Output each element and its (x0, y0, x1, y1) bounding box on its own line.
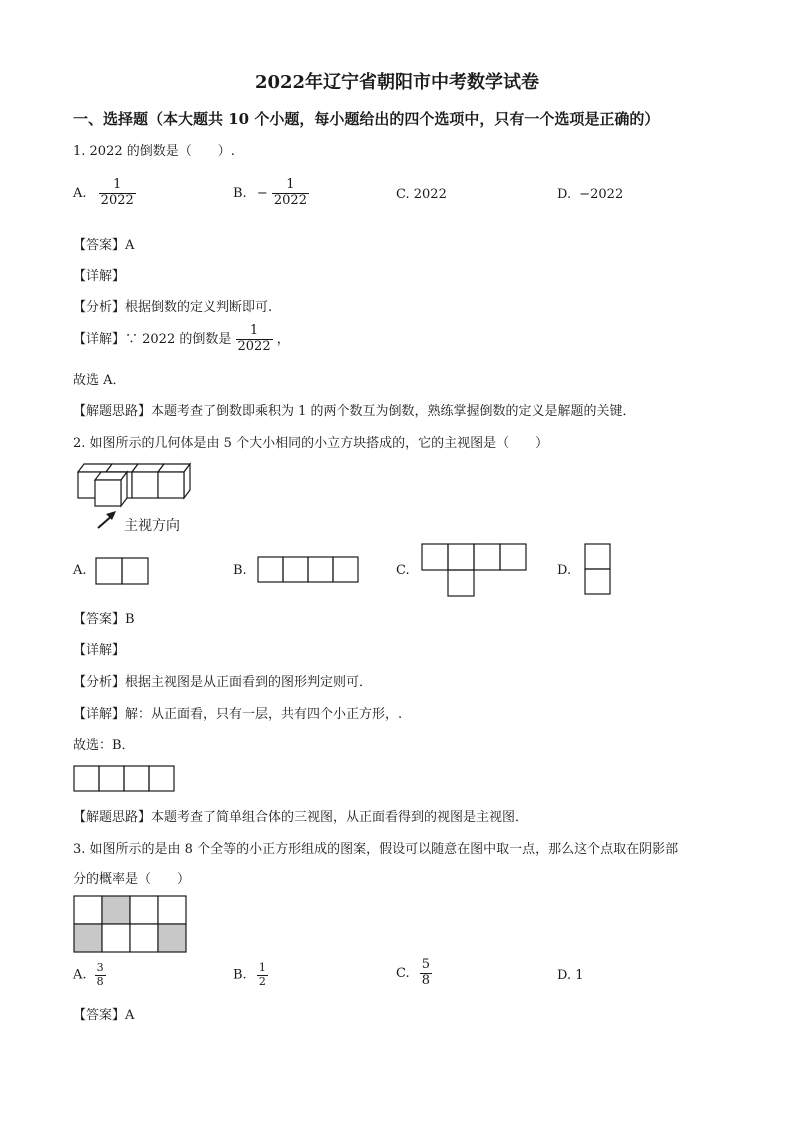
q3-option-c (396, 958, 432, 989)
q3-option-b-letter: B. (233, 967, 247, 983)
q3-grid-cell (74, 896, 102, 924)
q1-thinking: 【解题思路】本题考查了倒数即乘积为 1 的两个数互为倒数，熟练掌握倒数的定义是解题的关键． (73, 404, 636, 419)
q1-option-b-fraction (272, 178, 309, 209)
q1-detail (73, 324, 290, 355)
q1-option-a-letter: A. (73, 185, 87, 201)
q1-analysis: 【分析】根据倒数的定义判断即可. (73, 300, 273, 315)
q3-grid-cell-shaded (74, 924, 102, 952)
q2-choose: 故选：B． (73, 738, 135, 753)
q3-option-c-den: 8 (421, 972, 431, 988)
q1-option-a-fraction (99, 178, 136, 209)
q1-option-b-den: 2022 (273, 192, 307, 208)
q1-option-b-sign: − (256, 185, 268, 201)
q2-option-c-letter: C. (396, 563, 410, 578)
q3-option-a-den: 8 (96, 974, 104, 988)
q2-detail-heading: 【详解】 (73, 643, 126, 658)
q3-option-d (557, 968, 584, 983)
q1-option-d-letter: D. (557, 187, 572, 202)
q1-option-a (73, 178, 136, 209)
q3-option-a-letter: A. (73, 967, 87, 983)
q3-grid-cell (130, 924, 158, 952)
q1-option-b-num: 1 (286, 177, 295, 192)
q1-detail-heading: 【详解】 (73, 269, 126, 284)
page-title: 2022年辽宁省朝阳市中考数学试卷 (254, 72, 540, 93)
q2-detail: 【详解】解：从正面看，只有一层，共有四个小正方形，. (73, 707, 403, 722)
section-heading: 一、选择题（本大题共 10 个小题，每小题给出的四个选项中，只有一个选项是正确的） (73, 110, 660, 128)
q2-option-d-letter: D. (557, 563, 572, 578)
q1-stem: 1. 2022 的倒数是（ ）. (73, 144, 235, 159)
q1-detail-prefix: 【详解】∵ 2022 的倒数是 (73, 331, 232, 347)
q1-option-a-den: 2022 (100, 192, 134, 208)
q1-detail-den: 2022 (237, 338, 271, 354)
q3-stem-line1: 3. 如图所示的是由 8 个全等的小正方形组成的图案，假设可以随意在图中取一点，那么这个点取在阴影部 (73, 842, 679, 857)
q3-option-d-letter: D. (557, 968, 572, 983)
q3-grid-cell (158, 896, 186, 924)
q3-answer: 【答案】A (73, 1008, 135, 1023)
q3-option-b (233, 962, 268, 988)
q2-answer: 【答案】B (73, 612, 135, 627)
q2-analysis: 【分析】根据主视图是从正面看到的图形判定则可． (73, 675, 373, 690)
q3-stem-line2: 分的概率是（ ） (73, 872, 191, 887)
q2-thinking: 【解题思路】本题考查了简单组合体的三视图，从正面看得到的视图是主视图． (73, 810, 529, 825)
q3-grid-cell-shaded (102, 896, 130, 924)
q1-choose: 故选 A． (73, 373, 126, 388)
q1-detail-num: 1 (249, 323, 259, 338)
q3-option-b-den: 2 (258, 974, 266, 988)
q1-answer: 【答案】A (73, 238, 135, 253)
q1-option-d (557, 187, 623, 202)
q3-grid-cell-shaded (158, 924, 186, 952)
q1-option-c (396, 187, 447, 202)
q3-option-a-fraction (95, 962, 106, 988)
q3-option-b-num: 1 (258, 961, 266, 974)
q1-detail-suffix: ， (276, 331, 290, 347)
q1-detail-fraction (236, 324, 273, 355)
q1-option-b (233, 178, 309, 209)
q2-direction-label: 主视方向 (124, 518, 180, 534)
q3-option-c-num: 5 (421, 957, 431, 972)
q3-grid-figure (73, 895, 187, 953)
q3-grid-cell (102, 924, 130, 952)
q2-option-b-letter: B. (233, 563, 247, 578)
q3-grid-cell (130, 896, 158, 924)
q2-option-b-figure (257, 556, 361, 584)
q3-option-c-letter: C. (396, 965, 410, 981)
q3-option-a (73, 962, 106, 988)
q1-option-b-letter: B. (233, 185, 247, 201)
q2-option-c-figure (421, 543, 527, 597)
q2-option-a-figure (95, 557, 149, 585)
q3-option-c-fraction (420, 958, 432, 989)
q1-option-c-text: 2022 (413, 187, 447, 202)
q2-stem: 2. 如图所示的几何体是由 5 个大小相同的小立方块搭成的，它的主视图是（ ） (73, 436, 549, 451)
q3-option-a-num: 3 (96, 961, 104, 974)
q2-option-a-letter: A. (73, 563, 87, 578)
q1-option-d-text: −2022 (579, 187, 624, 202)
q2-solution-figure (73, 765, 175, 793)
q3-option-b-fraction (257, 962, 268, 988)
q1-option-c-letter: C. (396, 187, 410, 202)
q3-option-d-text: 1 (575, 968, 584, 983)
q1-option-a-num: 1 (113, 177, 122, 192)
q2-option-d-figure (584, 543, 612, 597)
